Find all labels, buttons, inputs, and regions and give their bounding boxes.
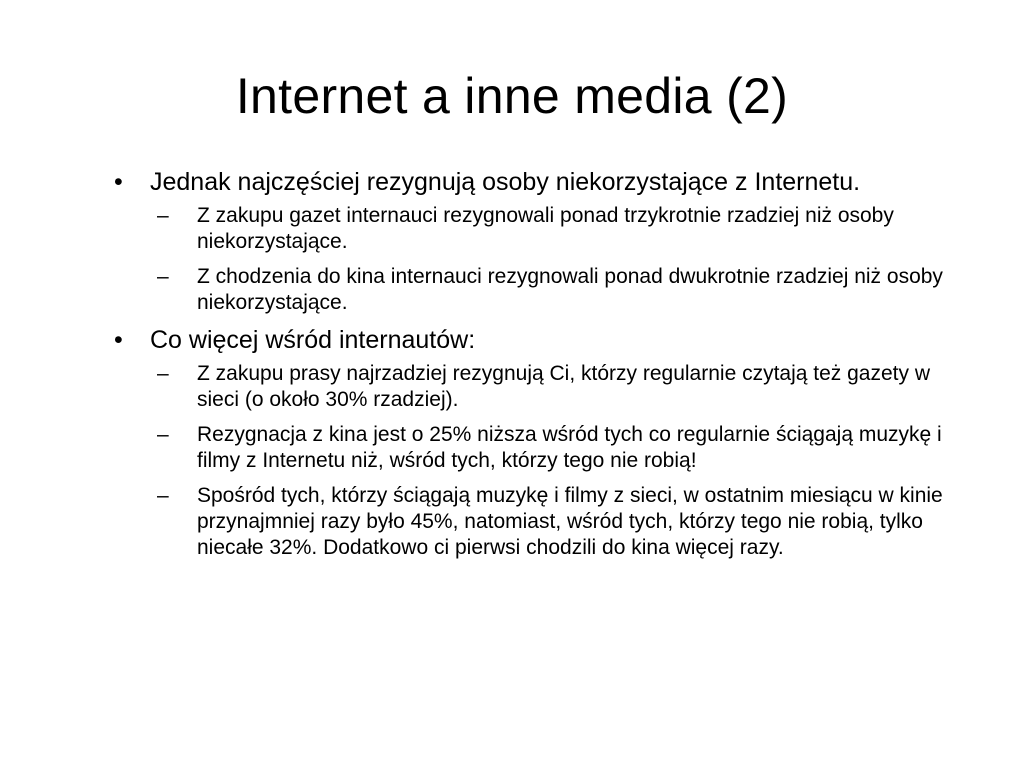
sub-bullet-list [110,361,970,561]
sub-bullet-item [157,361,970,413]
bullet-item [110,167,970,198]
sub-bullet-text: Spośród tych, którzy ściągają muzykę i filmy z sieci, w ostatnim miesiącu w kinie przynajmniej razy było 45%, natomiast, wśród tych, którzy tego nie robią, tylko niecałe 32%. Dodatkowo ci pierwsi chodzili do kina więcej razy. [197,484,943,559]
sub-bullet-item [157,483,970,561]
slide-content [110,167,970,570]
sub-bullet-list [110,203,970,316]
slide-title: Internet a inne media (2) [235,68,789,124]
dash-marker: – [157,265,169,288]
bullet-marker: • [114,326,123,354]
sub-bullet-text: Rezygnacja z kina jest o 25% niższa wśród tych co regularnie ściągają muzykę i filmy z Internetu niż, wśród tych, którzy tego nie robią! [197,423,942,472]
sub-bullet-text: Z zakupu gazet internauci rezygnowali ponad trzykrotnie rzadziej niż osoby niekorzystające. [197,204,894,253]
dash-marker: – [157,362,169,385]
bullet-text: Jednak najczęściej rezygnują osoby niekorzystające z Internetu. [150,168,861,196]
dash-marker: – [157,204,169,227]
bullet-text: Co więcej wśród internautów: [150,326,476,354]
sub-bullet-item [157,264,970,316]
sub-bullet-item [157,203,970,255]
sub-bullet-item [157,422,970,474]
dash-marker: – [157,423,169,446]
sub-bullet-text: Z zakupu prasy najrzadziej rezygnują Ci, którzy regularnie czytają też gazety w sieci (o około 30% rzadziej). [197,362,930,411]
bullet-marker: • [114,168,123,196]
dash-marker: – [157,484,169,507]
sub-bullet-text: Z chodzenia do kina internauci rezygnowali ponad dwukrotnie rzadziej niż osoby niekorzystające. [197,265,943,314]
bullet-item [110,325,970,356]
